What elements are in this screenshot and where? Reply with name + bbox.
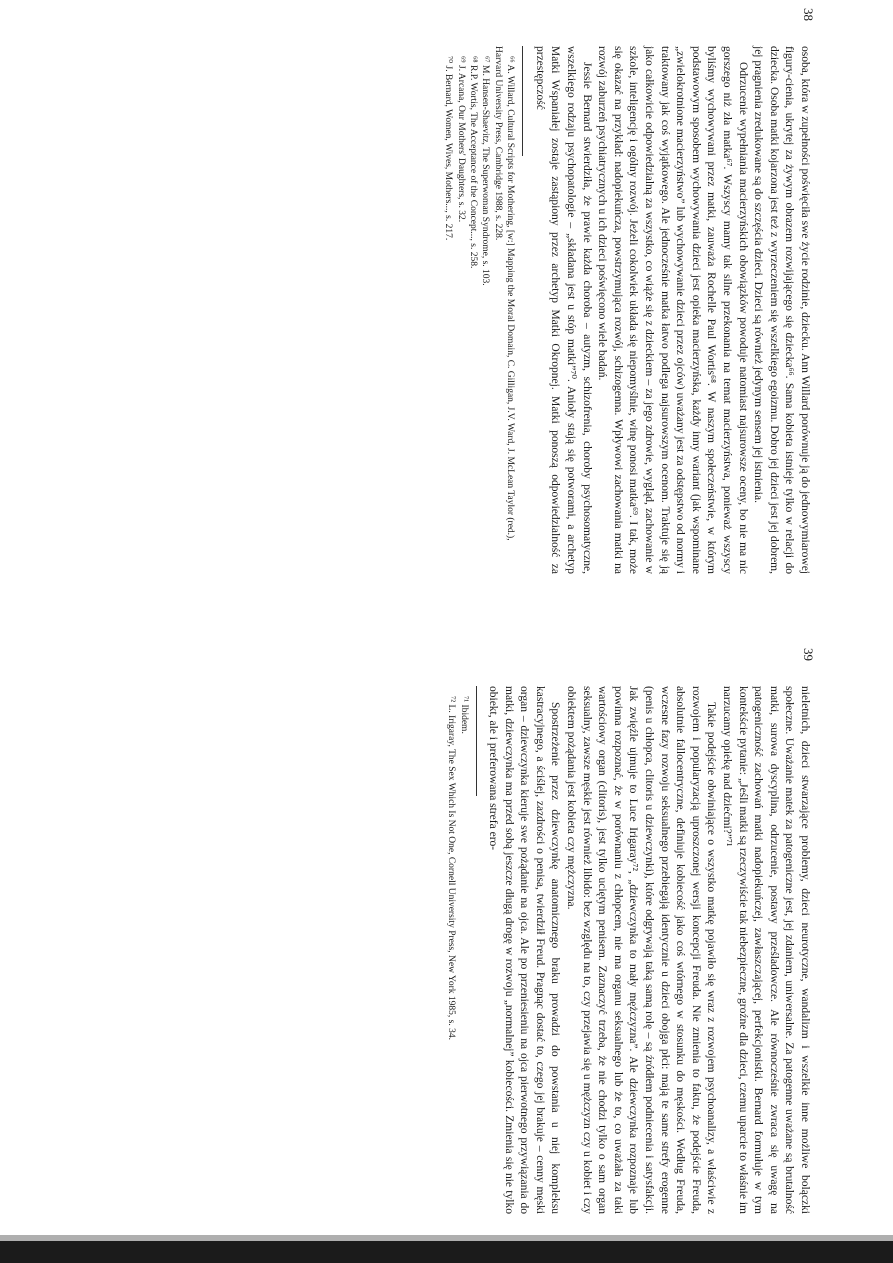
paragraph: Takie podejście obwiniające o wszystko matkę pojawiło się wraz z rozwojem psychoanalizy, a właściwie z rozwojem i popularyzacją uproszczonej wersji koncepcji Freuda. Nie zmienia to faktu, że podejście Freuda, absolutnie fallocentryczne, definiuje kobiecość jako coś wtórnego w stosunku do męskości. Według Freuda, wczesne fazy rozwoju seksualnego przebiegają identycznie u dzieci obojga płci: mają te same strefy erogenne (penis u chłopca, clitoris u dziewczynki), które odgrywają taką samą rolę – są źródłem podniecenia i satysfakcji. Jak zwięźle ujmuje to Luce Irigaray⁷², „dziewczynka to mały mężczyzna”. Ale dziewczynka rozpoznaje lub powinna rozpoznać, że w porównaniu z chłopcem, nie ma organu seksualnego lub że to, co uważała za taki wartościowy organ (clitoris), jest tylko uciętym penisem. Zaznaczyć trzeba, że nie chodzi tylko o sam organ seksualny, zawsze męskie jest również libido: bez względu na to, czy przejawia się u mężczyzn czy u kobiet i czy obiektem pożądania jest kobieta czy mężczyzna. <box>565 686 718 1214</box>
footnote: ⁶⁶ A. Willard, Cultural Scripts for Mothering, [w:] Mapping the Moral Domain, C. Gilligan, J.V. Ward, J. McLean Taylor (red.), Harvard University Press, Cambridge 1988, s. 228. <box>492 46 516 541</box>
footnote: ⁶⁸ R.P. Wortis, The Acceptance of the Concept..., s. 258. <box>468 56 479 269</box>
footnote: ⁷² L. Irigaray, The Sex Which Is Not One, Cornell University Press, New York 1985, s. 34. <box>446 696 457 1040</box>
left-page <box>400 0 820 600</box>
page-number: 39 <box>801 648 816 661</box>
footnote-rule <box>476 686 477 796</box>
page-number: 38 <box>801 8 816 21</box>
paragraph: Spostrzeżenie przez dziewczynkę anatomicznego braku prowadzi do powstania u niej kompleksu kastracyjnego, a ściślej, zazdrości o penisa, twierdził Freud. Pragnąc dostać to, czego jej brakuje – cenny męski organ – dziewczynka kieruje swe pożądanie na ojca. Ale po przeniesieniu na ojca pierwotnego przywiązania do matki, dziewczynka ma przed sobą jeszcze długą drogę w rozwoju „normalnej” kobiecości. Zmienia się nie tylko obiekt, ale i preferowana strefa ero- <box>487 686 562 1214</box>
right-page <box>400 640 820 1240</box>
paragraph: osoba, która w zupełności poświęciła swe życie rodzinie, dziecku. Ann Willard porównuje ją do jednowymiarowej figury-cienia, ukrytej za żywym obrazem rozwijającego się dziecka⁶⁶. Sama kobieta istnieje tylko w relacji do dziecka. Osoba matki kojarzona jest też z wyrzeczeniem się wszelkiego egoizmu. Dobro jej dzieci jest jej dobrem, jej pragnienia zredukowane są do szczęścia dzieci. Dzieci są również jedynym sensem jej istnienia. <box>752 46 811 574</box>
footnote: ⁷¹ Ibidem. <box>458 696 469 734</box>
footnote-rule <box>522 46 523 156</box>
footnote: ⁶⁷ M. Hansen-Shaevitz, The Superwoman Syndrome, s. 103. <box>480 56 491 286</box>
footnote: ⁶⁹ J. Arcana, Our Mothers' Daughters, s. 32. <box>455 56 466 223</box>
paragraph: Jessie Bernard stwierdziła, że prawie każda choroba – autyzm, schizofrenia, choroby psychosomatyczne, wszelkiego rodzaju psychopatologie – „składana jest u stóp matki”⁷⁰. Anioły stają się potworami, a archetyp Matki Wspaniałej zostaje zastąpiony przez archetyp Matki Okropnej. Matki ponoszą odpowiedzialność za przestępczość <box>533 46 593 574</box>
footnote: ⁷⁰ J. Bernard, Women, Wives, Mothers..., s. 217. <box>443 56 454 241</box>
text-column <box>445 686 812 1214</box>
paragraph: Odrzucenie wypełniania macierzyńskich obowiązków powoduje natomiast najsurowsze oceny, bo nie ma nic gorszego niż zła matka⁶⁷. Wszyscy mamy tak silne przekonania na temat macierzyństwa, ponieważ wszyscy byliśmy wychowywani przez matki, zauważa Rochelle Paul Wortis⁶⁸. W naszym społeczeństwie, w którym podstawowym sposobem wychowywania dzieci jest opieka macierzyńska, każdy inny wariant (jak wspominane „zwielokrotnione macierzyństwo” lub wychowywanie dzieci przez ojców) uważany jest za odstępstwo od normy i traktowany jak coś wyjątkowego. Ale jednocześnie matka łatwo podlega najsurowszym ocenom. Traktuje się ją jako całkowicie odpowiedzialną za wszystko, co wiąże się z dzieckiem – za jego zdrowie, wygląd, zachowanie w szkole, inteligencję i ogólny rozwój. Jeżeli cokolwiek układa się niepomyślnie, winę ponosi matka⁶⁹. I tak, może się okazać na przykład: nadopiekuńcza, powstrzymująca rozwój, schizogenna. Wpływowi zachowania matki na rozwój zaburzeń psychiatrycznych u ich dzieci poświęcono wiele badań. <box>596 46 749 574</box>
text-column <box>442 46 812 574</box>
paragraph: nieletnich, dzieci stwarzające problemy, dzieci neurotyczne, wandalizm i wszelkie inne możliwe bolączki społeczne. Uważanie matek za patogeniczne jest, jej zdaniem, uniwersalne. Za patogenne uważane są brutalność matki, surowa dyscyplina, odrzucenie, postawy prześladowcze. Ale równocześnie zwraca się uwagę na patogeniczność zachowań matki nadopiekuńczej, zawłaszczającej, perfekcjonistki. Bernard formułuje w tym kontekście pytanie: „Jeśli matki są rzeczywiście tak niebezpieczne, groźne dla dzieci, czemu uparcie to właśnie im narzucamy opiekę nad dziećmi?”⁷¹ <box>721 686 811 1214</box>
scan-edge <box>0 1241 893 1263</box>
